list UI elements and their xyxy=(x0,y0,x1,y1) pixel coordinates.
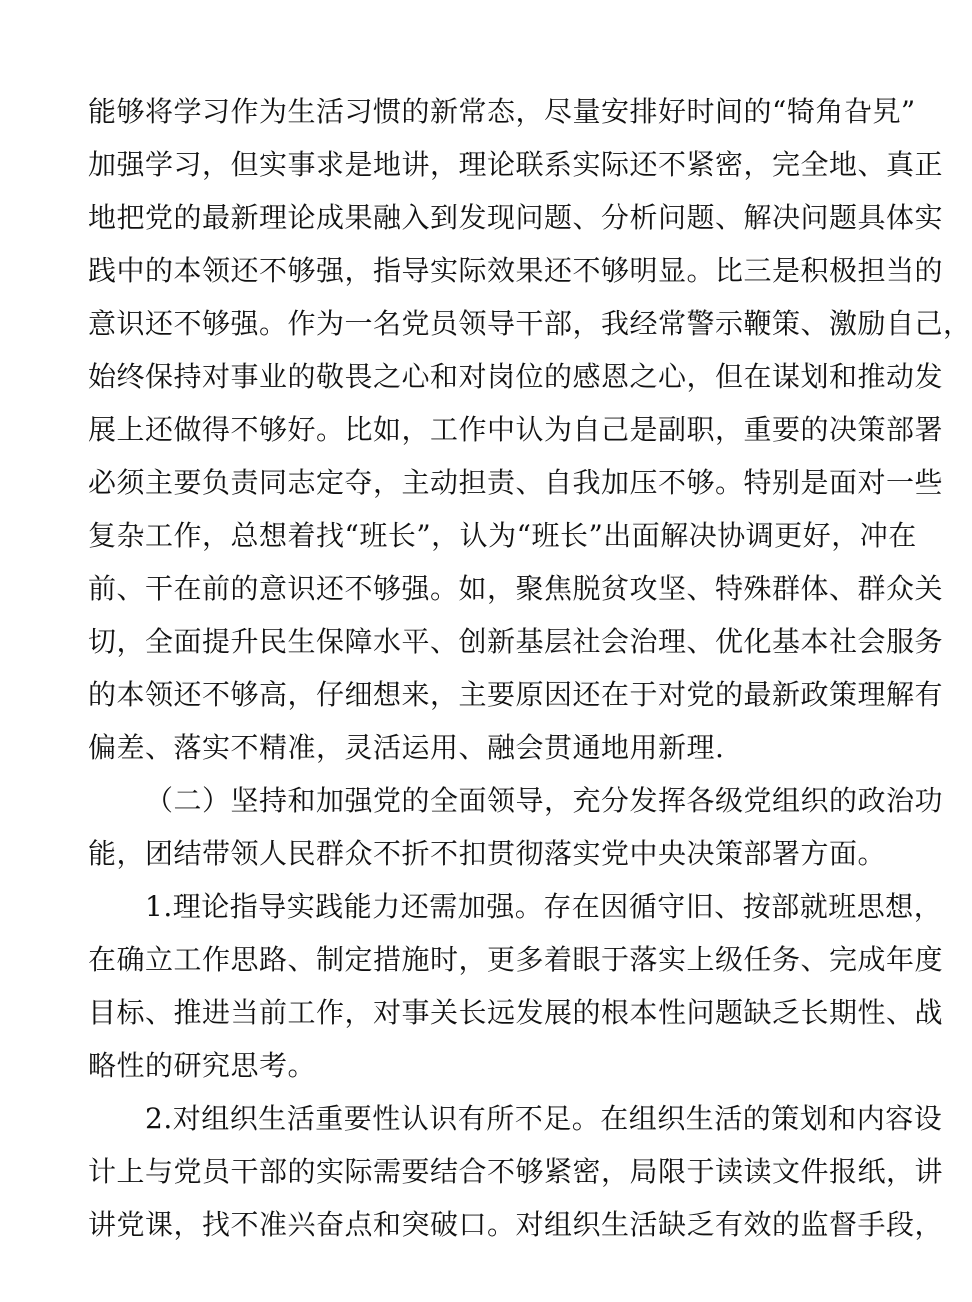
text-line-12: 的本领还不够高，仔细想来，主要原因还在于对党的最新政策理解有 xyxy=(88,678,944,711)
text-line-3: 地把党的最新理论成果融入到发现问题、分析问题、解决问题具体实 xyxy=(88,201,944,234)
text-line-6: 始终保持对事业的敬畏之心和对岗位的感恩之心，但在谋划和推动发 xyxy=(88,360,944,393)
text-line-7: 展上还做得不够好。比如，工作中认为自己是副职，重要的决策部署 xyxy=(88,413,944,446)
text-line-10: 前、干在前的意识还不够强。如，聚焦脱贫攻坚、特殊群体、群众关 xyxy=(88,572,944,605)
item-1-line-2: 在确立工作思路、制定措施时，更多着眼于落实上级任务、完成年度 xyxy=(88,943,944,976)
item-2-line-3: 讲党课，找不准兴奋点和突破口。对组织生活缺乏有效的监督手段， xyxy=(88,1208,944,1241)
text-line-5: 意识还不够强。作为一名党员领导干部，我经常警示鞭策、激励自己， xyxy=(88,307,972,340)
text-line-9: 复杂工作，总想着找“班长”，认为“班长”出面解决协调更好，冲在 xyxy=(88,519,917,552)
item-1-line-1: 1.理论指导实践能力还需加强。存在因循守旧、按部就班思想， xyxy=(145,890,943,923)
text-line-13: 偏差、落实不精准，灵活运用、融会贯通地用新理. xyxy=(88,731,725,764)
text-line-8: 必须主要负责同志定夺，主动担责、自我加压不够。特别是面对一些 xyxy=(88,466,944,499)
text-line-1: 能够将学习作为生活习惯的新常态，尽量安排好时间的“犄角旮旯” xyxy=(88,95,916,128)
text-line-2: 加强学习，但实事求是地讲，理论联系实际还不紧密，完全地、真正 xyxy=(88,148,944,181)
section-heading-line-2: 能，团结带领人民群众不折不扣贯彻落实党中央决策部署方面。 xyxy=(88,837,887,870)
item-2-line-2: 计上与党员干部的实际需要结合不够紧密，局限于读读文件报纸，讲 xyxy=(88,1155,944,1188)
item-1-line-4: 略性的研究思考。 xyxy=(88,1049,317,1082)
text-line-11: 切，全面提升民生保障水平、创新基层社会治理、优化基本社会服务 xyxy=(88,625,944,658)
text-line-4: 践中的本领还不够强，指导实际效果还不够明显。比三是积极担当的 xyxy=(88,254,944,287)
item-2-line-1: 2.对组织生活重要性认识有所不足。在组织生活的策划和内容设 xyxy=(145,1102,943,1135)
section-heading-line-1: （二）坚持和加强党的全面领导，充分发挥各级党组织的政治功 xyxy=(145,784,944,817)
item-1-line-3: 目标、推进当前工作，对事关长远发展的根本性问题缺乏长期性、战 xyxy=(88,996,944,1029)
